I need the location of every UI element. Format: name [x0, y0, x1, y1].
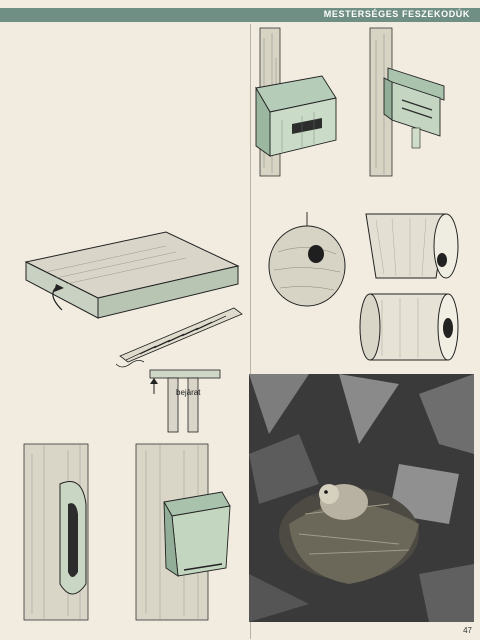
- caption-log-tree: [18, 398, 130, 444]
- entrance-diagram: [140, 370, 230, 432]
- bird-nest-photo: [249, 374, 474, 622]
- coconut-nest-illustration: [264, 212, 350, 312]
- caption-wall-nest: [18, 326, 118, 350]
- tree-log-nest-illustration: [16, 444, 128, 620]
- tree-batbox-illustration: [362, 28, 472, 176]
- page-number: 47: [463, 626, 472, 635]
- caption-cups: [252, 310, 356, 368]
- article-text: [18, 46, 250, 259]
- caption-woodcrete-box: [256, 176, 356, 216]
- tree-batbox-bottom-illustration: [126, 444, 246, 620]
- entrance-label: bejárat: [176, 388, 201, 397]
- flowerpot-nest-illustration: [356, 208, 466, 284]
- page-header-title: MESTERSÉGES FESZEKODÚK: [323, 9, 470, 19]
- tree-nestbox-illustration: [252, 28, 362, 176]
- caption-bat-box-top: [364, 176, 468, 210]
- log-nest-illustration: [356, 288, 466, 368]
- caption-bat-box-bottom: [252, 376, 253, 377]
